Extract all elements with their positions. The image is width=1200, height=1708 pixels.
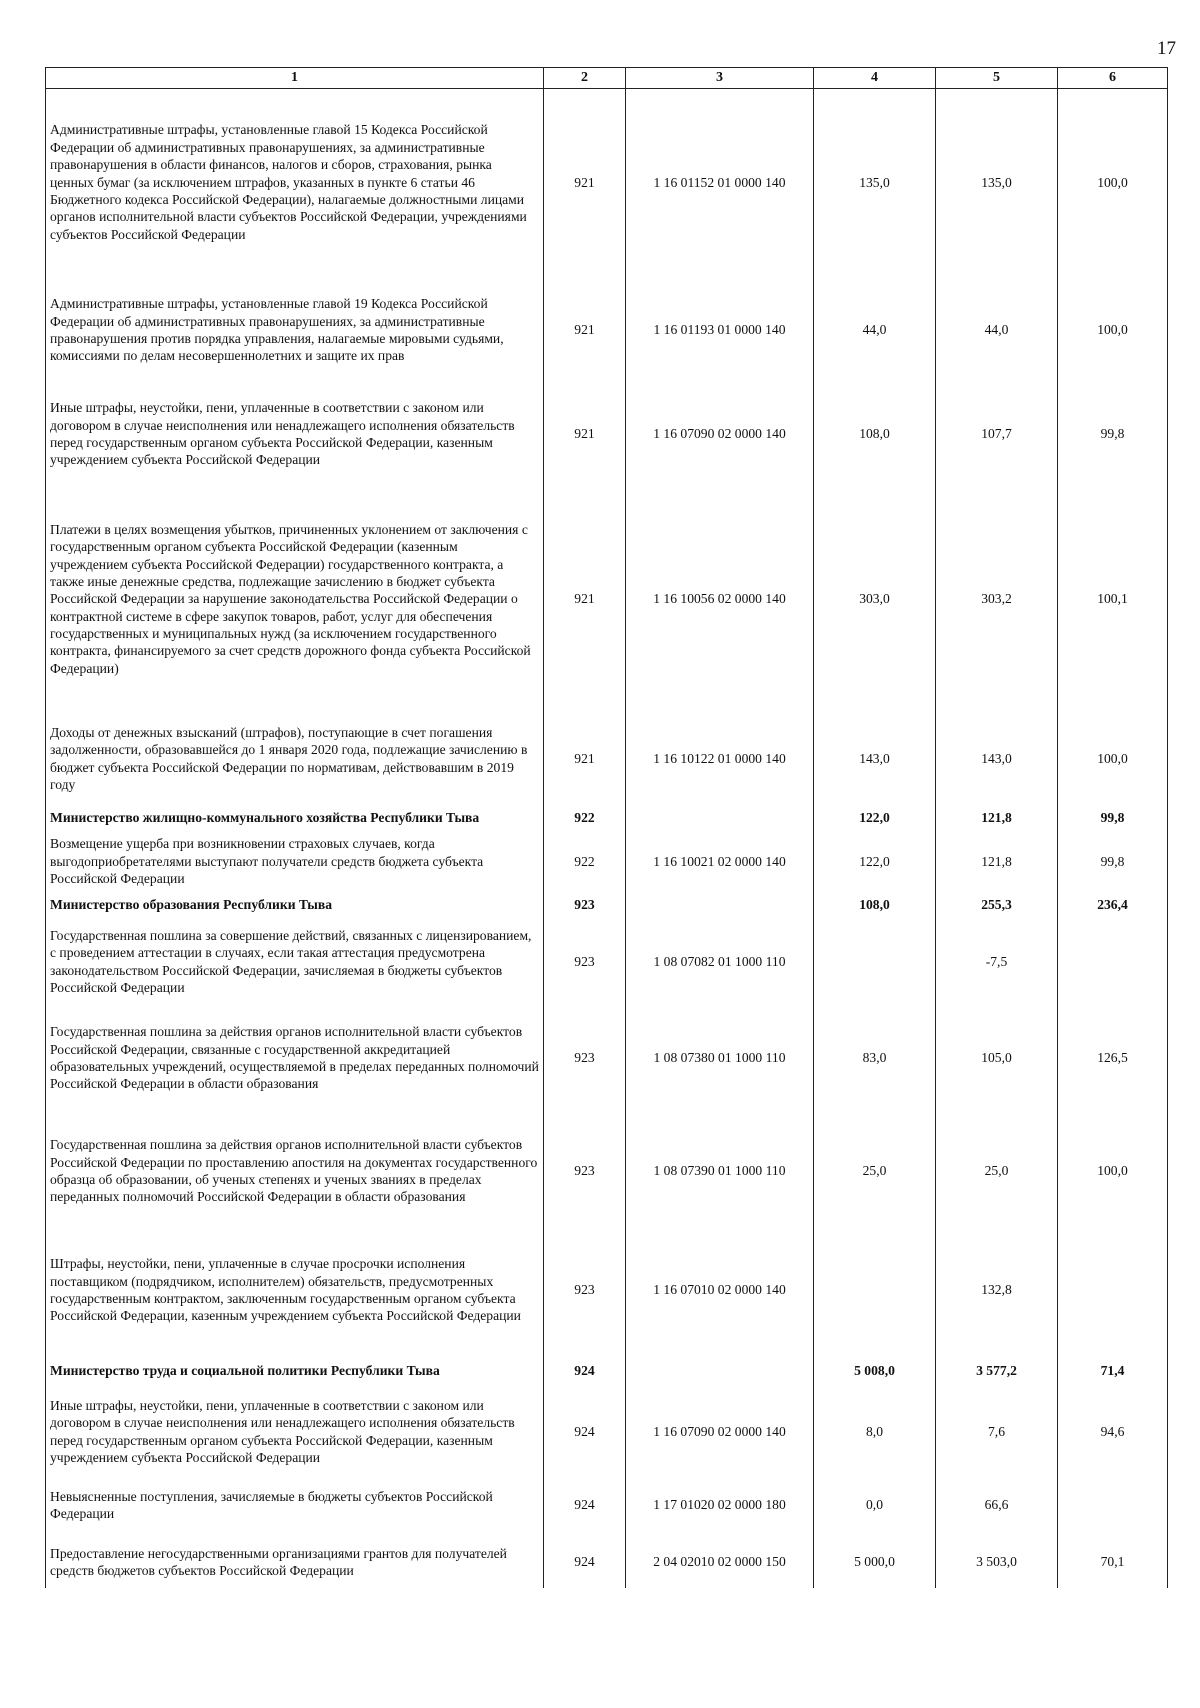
row-name: Государственная пошлина за совершение действий, связанных с лицензированием, с проведением аттестации в случаях, если такая аттестация предусмотрена законодательством Российской Федерации, зачисляемая в бюджеты субъектов Российской Федерации [46,921,544,1003]
row-admin-code: 921 [544,385,626,484]
revenue-table [45,67,1168,1588]
row-plan-value: 303,0 [814,484,936,715]
table-row [46,715,1168,803]
table-group-row [46,890,1168,921]
row-budget-code: 1 16 10021 02 0000 140 [626,834,814,890]
row-admin-code: 923 [544,1003,626,1114]
row-percent-value [1058,1474,1168,1537]
row-budget-code [626,890,814,921]
table-row [46,1229,1168,1352]
table-header-row [46,68,1168,89]
table-group-row [46,1352,1168,1390]
row-admin-code: 923 [544,921,626,1003]
row-plan-value: 135,0 [814,89,936,276]
row-percent-value: 71,4 [1058,1352,1168,1390]
row-admin-code: 924 [544,1352,626,1390]
row-plan-value: 83,0 [814,1003,936,1114]
row-percent-value: 126,5 [1058,1003,1168,1114]
row-budget-code: 1 16 01193 01 0000 140 [626,276,814,385]
table-row [46,921,1168,1003]
row-fact-value: 105,0 [936,1003,1058,1114]
row-admin-code: 923 [544,890,626,921]
column-header: 3 [626,68,814,89]
row-fact-value: 44,0 [936,276,1058,385]
row-budget-code: 1 16 01152 01 0000 140 [626,89,814,276]
table-row [46,484,1168,715]
row-plan-value: 108,0 [814,385,936,484]
row-budget-code: 1 08 07082 01 1000 110 [626,921,814,1003]
row-percent-value: 94,6 [1058,1390,1168,1474]
row-name: Иные штрафы, неустойки, пени, уплаченные в соответствии с законом или договором в случае неисполнения или ненадлежащего исполнения обязательств перед государственным органом субъекта Российской Федерации, казенным учреждением субъекта Российской Федерации [46,385,544,484]
row-plan-value: 25,0 [814,1114,936,1229]
row-plan-value: 5 000,0 [814,1537,936,1588]
row-percent-value [1058,1229,1168,1352]
row-fact-value: 3 577,2 [936,1352,1058,1390]
row-name: Государственная пошлина за действия органов исполнительной власти субъектов Российской Федерации, связанные с государственной аккредитацией образовательных учреждений, осуществляемой в пределах переданных полномочий Российской Федерации в области образования [46,1003,544,1114]
row-name: Министерство жилищно-коммунального хозяйства Республики Тыва [46,803,544,834]
row-fact-value: 66,6 [936,1474,1058,1537]
row-fact-value: 135,0 [936,89,1058,276]
row-name: Платежи в целях возмещения убытков, причиненных уклонением от заключения с государственным органом субъекта Российской Федерации (казенным учреждением субъекта Российской Федерации) государственного контракта, а также иные денежные средства, подлежащие зачислению в бюджет субъекта Российской Федерации за нарушение законодательства Российской Федерации о контрактной системе в сфере закупок товаров, работ, услуг для обеспечения государственных и муниципальных нужд (за исключением государственного контракта, финансируемого за счет средств дорожного фонда субъекта Российской Федерации) [46,484,544,715]
row-percent-value: 100,0 [1058,715,1168,803]
row-admin-code: 922 [544,803,626,834]
row-plan-value: 5 008,0 [814,1352,936,1390]
row-name: Невыясненные поступления, зачисляемые в бюджеты субъектов Российской Федерации [46,1474,544,1537]
row-plan-value: 108,0 [814,890,936,921]
row-admin-code: 921 [544,276,626,385]
row-name: Административные штрафы, установленные главой 19 Кодекса Российской Федерации об административных правонарушениях, за административные правонарушения против порядка управления, налагаемые мировыми судьями, комиссиями по делам несовершеннолетних и защите их прав [46,276,544,385]
row-budget-code: 1 17 01020 02 0000 180 [626,1474,814,1537]
column-header: 5 [936,68,1058,89]
row-fact-value: 143,0 [936,715,1058,803]
row-percent-value: 100,0 [1058,1114,1168,1229]
row-fact-value: 7,6 [936,1390,1058,1474]
table-row [46,1390,1168,1474]
row-name: Государственная пошлина за действия органов исполнительной власти субъектов Российской Федерации по проставлению апостиля на документах государственного образца об образовании, об ученых степенях и ученых званиях в пределах переданных полномочий Российской Федерации в области образования [46,1114,544,1229]
row-percent-value: 100,1 [1058,484,1168,715]
row-budget-code [626,803,814,834]
table-row [46,385,1168,484]
table-body [46,89,1168,1588]
row-admin-code: 921 [544,89,626,276]
row-plan-value: 122,0 [814,834,936,890]
row-admin-code: 923 [544,1229,626,1352]
row-admin-code: 921 [544,715,626,803]
table-row [46,1474,1168,1537]
row-percent-value: 236,4 [1058,890,1168,921]
row-percent-value: 100,0 [1058,276,1168,385]
row-name: Возмещение ущерба при возникновении страховых случаев, когда выгодоприобретателями выступают получатели средств бюджета субъекта Российской Федерации [46,834,544,890]
row-fact-value: 25,0 [936,1114,1058,1229]
row-fact-value: 121,8 [936,834,1058,890]
row-fact-value: 3 503,0 [936,1537,1058,1588]
row-name: Доходы от денежных взысканий (штрафов), поступающие в счет погашения задолженности, образовавшейся до 1 января 2020 года, подлежащие зачислению в бюджет субъекта Российской Федерации по нормативам, действовавшим в 2019 году [46,715,544,803]
row-budget-code [626,1352,814,1390]
row-budget-code: 2 04 02010 02 0000 150 [626,1537,814,1588]
row-plan-value: 8,0 [814,1390,936,1474]
column-header: 2 [544,68,626,89]
row-name: Штрафы, неустойки, пени, уплаченные в случае просрочки исполнения поставщиком (подрядчиком, исполнителем) обязательств, предусмотренных государственным контрактом, заключенным государственным органом субъекта Российской Федерации, казенным учреждением субъекта Российской Федерации [46,1229,544,1352]
row-percent-value: 70,1 [1058,1537,1168,1588]
row-admin-code: 923 [544,1114,626,1229]
row-percent-value: 99,8 [1058,385,1168,484]
row-name: Министерство образования Республики Тыва [46,890,544,921]
row-plan-value: 44,0 [814,276,936,385]
table-row [46,1003,1168,1114]
row-budget-code: 1 08 07390 01 1000 110 [626,1114,814,1229]
column-header: 1 [46,68,544,89]
row-name: Административные штрафы, установленные главой 15 Кодекса Российской Федерации об административных правонарушениях, за административные правонарушения в области финансов, налогов и сборов, страхования, рынка ценных бумаг (за исключением штрафов, указанных в пункте 6 статьи 46 Бюджетного кодекса Российской Федерации), налагаемые должностными лицами органов исполнительной власти субъектов Российской Федерации, учреждениями субъектов Российской Федерации [46,89,544,276]
row-fact-value: 132,8 [936,1229,1058,1352]
row-admin-code: 924 [544,1390,626,1474]
row-budget-code: 1 16 10056 02 0000 140 [626,484,814,715]
row-percent-value: 99,8 [1058,834,1168,890]
page-number: 17 [1157,38,1176,59]
row-fact-value: 107,7 [936,385,1058,484]
table-row [46,834,1168,890]
row-budget-code: 1 16 07010 02 0000 140 [626,1229,814,1352]
row-budget-code: 1 16 10122 01 0000 140 [626,715,814,803]
row-budget-code: 1 08 07380 01 1000 110 [626,1003,814,1114]
row-name: Предоставление негосударственными организациями грантов для получателей средств бюджетов субъектов Российской Федерации [46,1537,544,1588]
table-row [46,1537,1168,1588]
row-plan-value [814,1229,936,1352]
row-fact-value: 255,3 [936,890,1058,921]
column-header: 4 [814,68,936,89]
row-fact-value: -7,5 [936,921,1058,1003]
row-admin-code: 924 [544,1537,626,1588]
table-row [46,89,1168,276]
row-plan-value: 0,0 [814,1474,936,1537]
table-row [46,276,1168,385]
row-percent-value: 99,8 [1058,803,1168,834]
row-admin-code: 921 [544,484,626,715]
column-header: 6 [1058,68,1168,89]
row-percent-value [1058,921,1168,1003]
table-row [46,1114,1168,1229]
table-group-row [46,803,1168,834]
row-name: Министерство труда и социальной политики Республики Тыва [46,1352,544,1390]
row-fact-value: 121,8 [936,803,1058,834]
row-plan-value: 143,0 [814,715,936,803]
row-budget-code: 1 16 07090 02 0000 140 [626,1390,814,1474]
row-admin-code: 922 [544,834,626,890]
row-admin-code: 924 [544,1474,626,1537]
row-percent-value: 100,0 [1058,89,1168,276]
row-plan-value: 122,0 [814,803,936,834]
row-fact-value: 303,2 [936,484,1058,715]
row-name: Иные штрафы, неустойки, пени, уплаченные в соответствии с законом или договором в случае неисполнения или ненадлежащего исполнения обязательств перед государственным органом субъекта Российской Федерации, казенным учреждением субъекта Российской Федерации [46,1390,544,1474]
row-budget-code: 1 16 07090 02 0000 140 [626,385,814,484]
row-plan-value [814,921,936,1003]
